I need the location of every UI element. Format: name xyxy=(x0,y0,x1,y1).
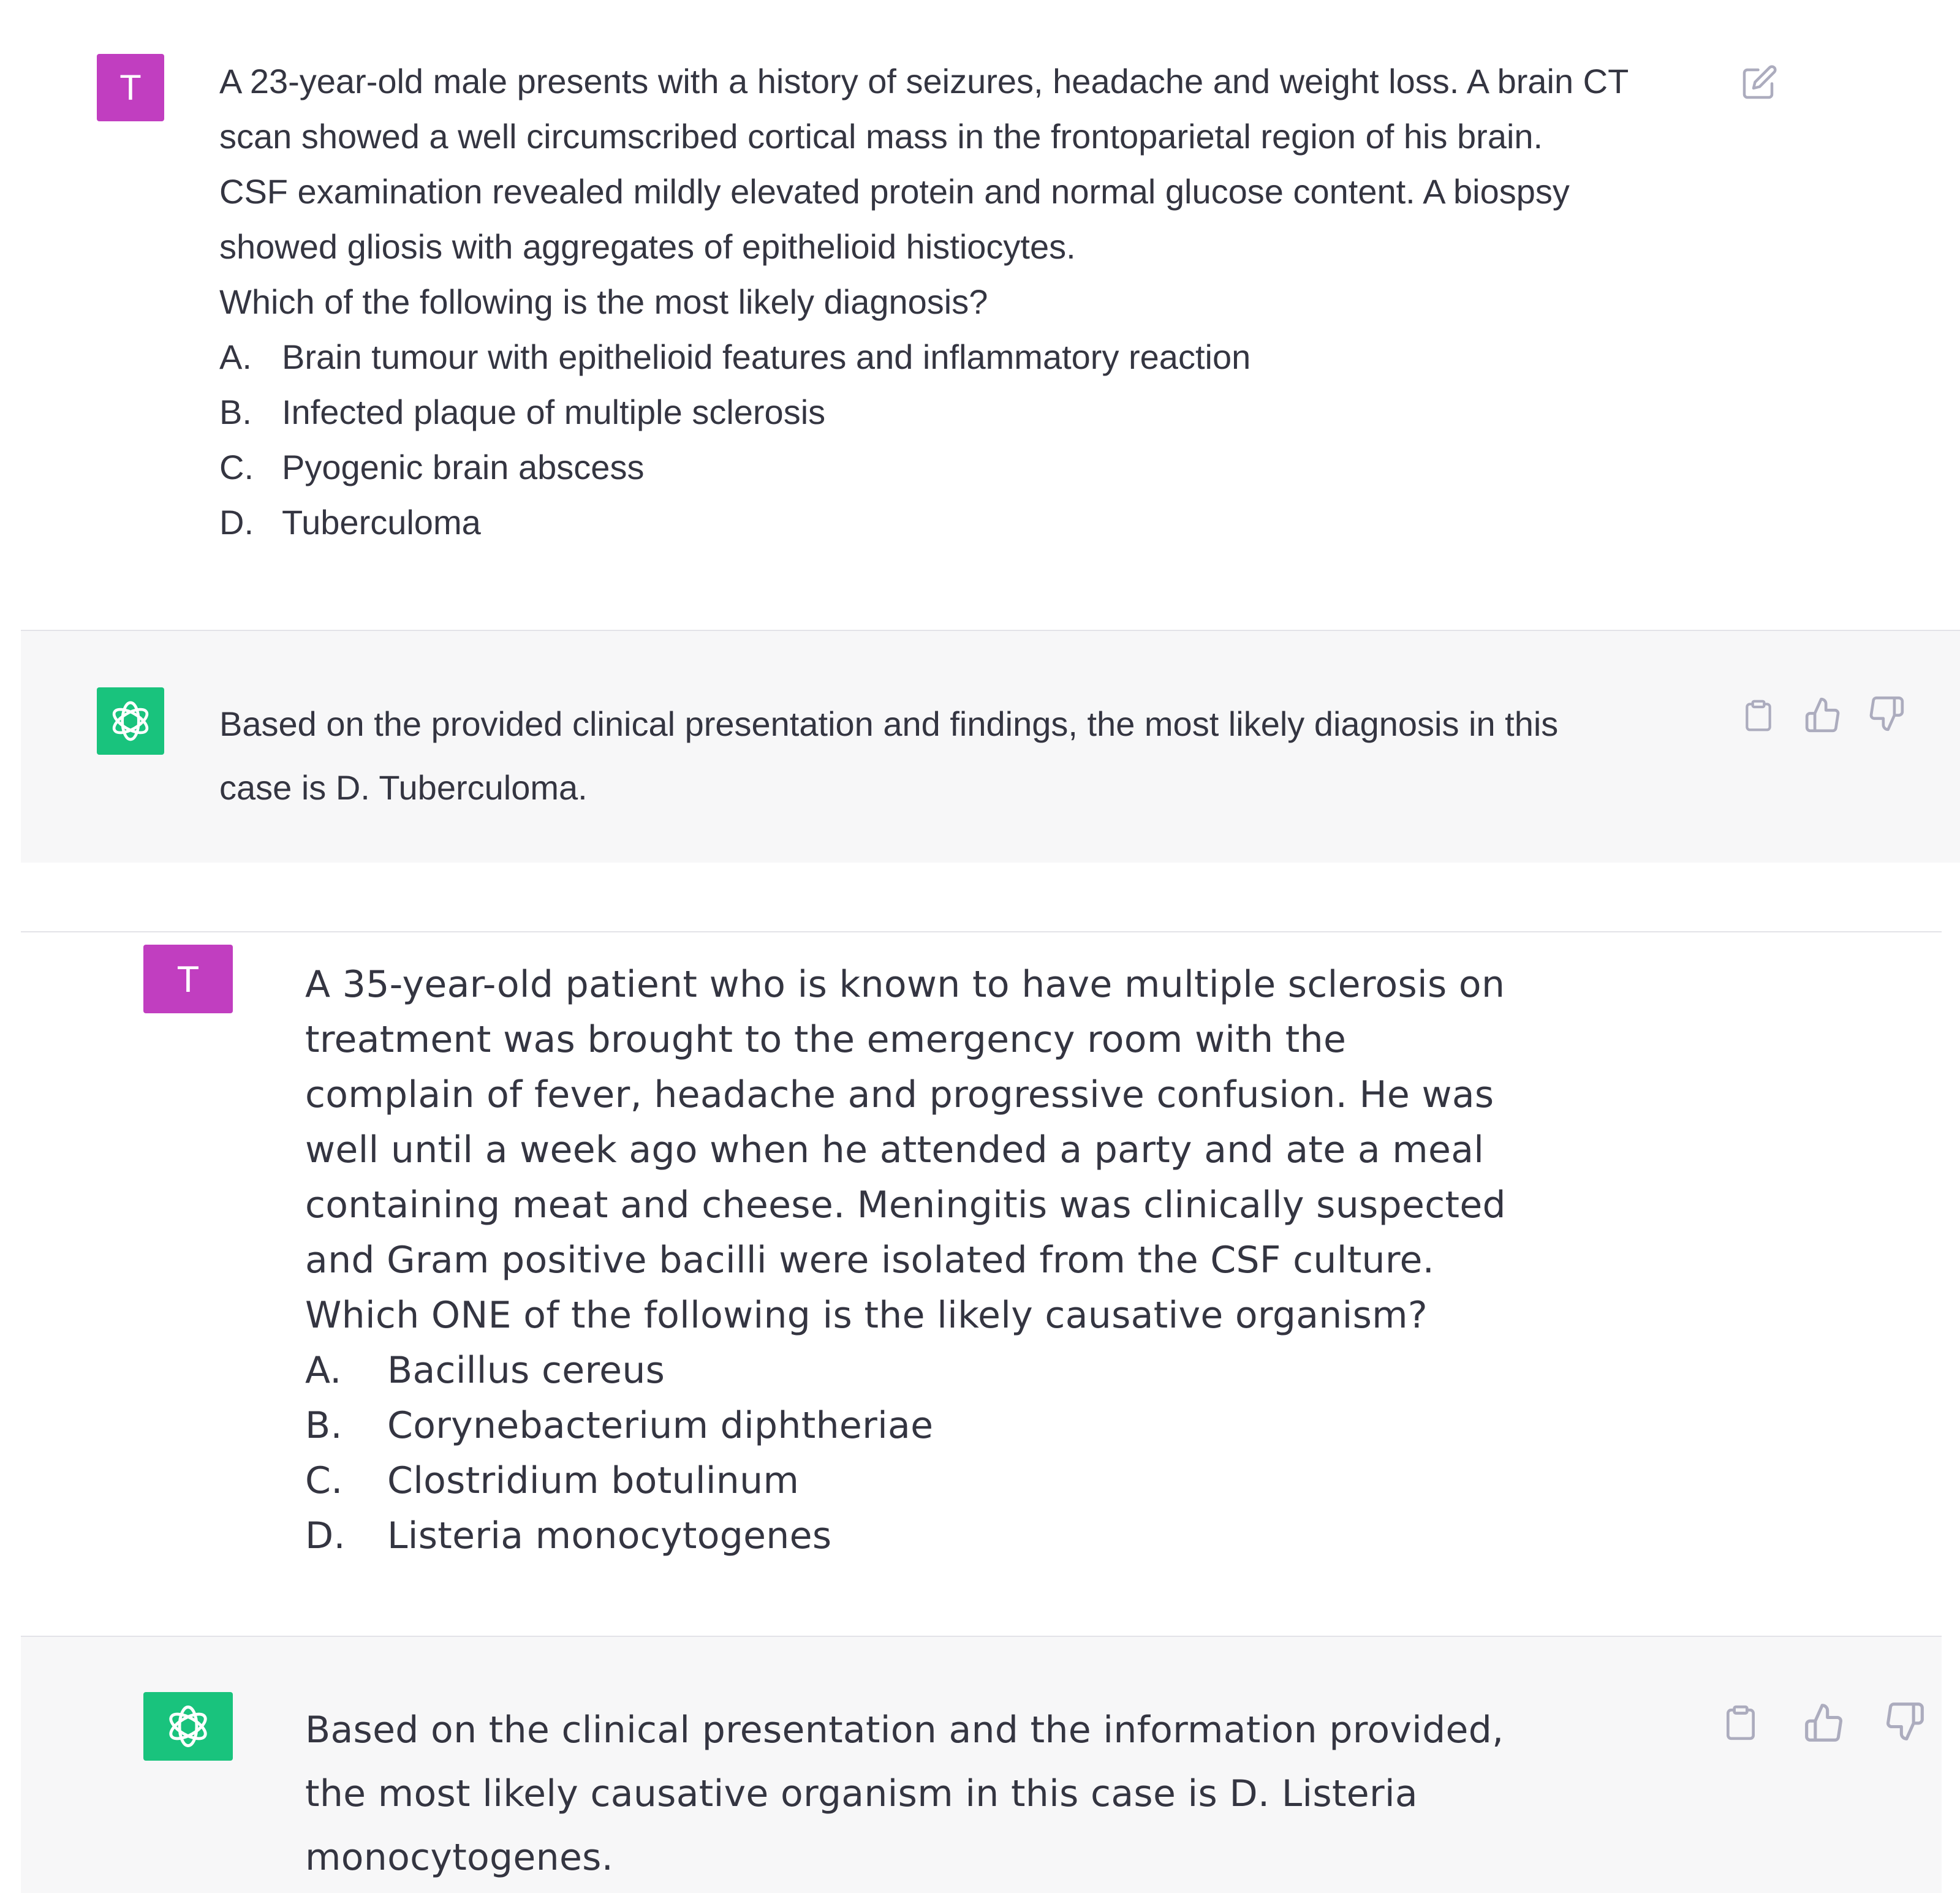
question-line: A 23-year-old male presents with a history of seizures, headache and weight loss. A brain CT xyxy=(219,62,1629,100)
option-b: B. Corynebacterium diphtheriae xyxy=(305,1404,934,1447)
assistant-avatar xyxy=(97,687,164,755)
thumbs-up-icon[interactable] xyxy=(1804,696,1842,734)
question-line: containing meat and cheese. Meningitis was clinically suspected xyxy=(305,1184,1506,1226)
question-line: scan showed a well circumscribed cortical mass in the frontoparietal region of his brain. xyxy=(219,117,1543,156)
answer-line: Based on the clinical presentation and the information provided, xyxy=(305,1709,1504,1751)
question-line: A 35-year-old patient who is known to have multiple sclerosis on xyxy=(305,963,1505,1006)
option-d: D. Listeria monocytogenes xyxy=(305,1514,832,1557)
option-a: A. Bacillus cereus xyxy=(305,1349,665,1392)
question-text xyxy=(305,957,1506,1563)
question-line: well until a week ago when he attended a party and ate a meal xyxy=(305,1128,1485,1171)
question-line: and Gram positive bacilli were isolated from the CSF culture. xyxy=(305,1239,1435,1282)
question-line: complain of fever, headache and progressive confusion. He was xyxy=(305,1073,1494,1116)
openai-logo-icon xyxy=(106,697,155,746)
question-line: Which ONE of the following is the likely causative organism? xyxy=(305,1294,1428,1337)
answer-line: case is D. Tuberculoma. xyxy=(219,768,588,807)
clipboard-icon[interactable] xyxy=(1722,1703,1760,1742)
question-text xyxy=(219,54,1629,550)
option-d: D. Tuberculoma xyxy=(219,503,481,542)
user-avatar: T xyxy=(143,945,233,1013)
question-line: showed gliosis with aggregates of epithelioid histiocytes. xyxy=(219,227,1076,266)
user-message-2 xyxy=(0,932,1960,1636)
assistant-message-2 xyxy=(21,1637,1942,1893)
thumbs-down-icon[interactable] xyxy=(1883,1701,1926,1742)
user-message-1 xyxy=(0,0,1960,630)
openai-logo-icon xyxy=(162,1701,214,1752)
thumbs-up-icon[interactable] xyxy=(1803,1702,1845,1744)
option-c: C. Clostridium botulinum xyxy=(305,1459,800,1502)
thumbs-down-icon[interactable] xyxy=(1867,695,1905,733)
answer-line: Based on the provided clinical presentation and findings, the most likely diagnosis in this xyxy=(219,705,1559,743)
clipboard-icon[interactable] xyxy=(1741,697,1776,734)
option-c: C. Pyogenic brain abscess xyxy=(219,448,645,486)
answer-text xyxy=(219,692,1558,820)
assistant-avatar xyxy=(143,1692,233,1761)
user-avatar: T xyxy=(97,54,164,121)
answer-line: the most likely causative organism in this case is D. Listeria xyxy=(305,1772,1418,1815)
question-line: Which of the following is the most likely diagnosis? xyxy=(219,282,988,321)
option-b: B. Infected plaque of multiple sclerosis xyxy=(219,393,826,431)
option-a: A. Brain tumour with epithelioid features and inflammatory reaction xyxy=(219,338,1251,376)
question-line: CSF examination revealed mildly elevated protein and normal glucose content. A biospsy xyxy=(219,172,1570,211)
edit-icon[interactable] xyxy=(1741,64,1778,100)
assistant-message-1 xyxy=(21,631,1960,863)
answer-text xyxy=(305,1698,1504,1889)
answer-line: monocytogenes. xyxy=(305,1836,614,1879)
question-line: treatment was brought to the emergency room with the xyxy=(305,1018,1347,1061)
